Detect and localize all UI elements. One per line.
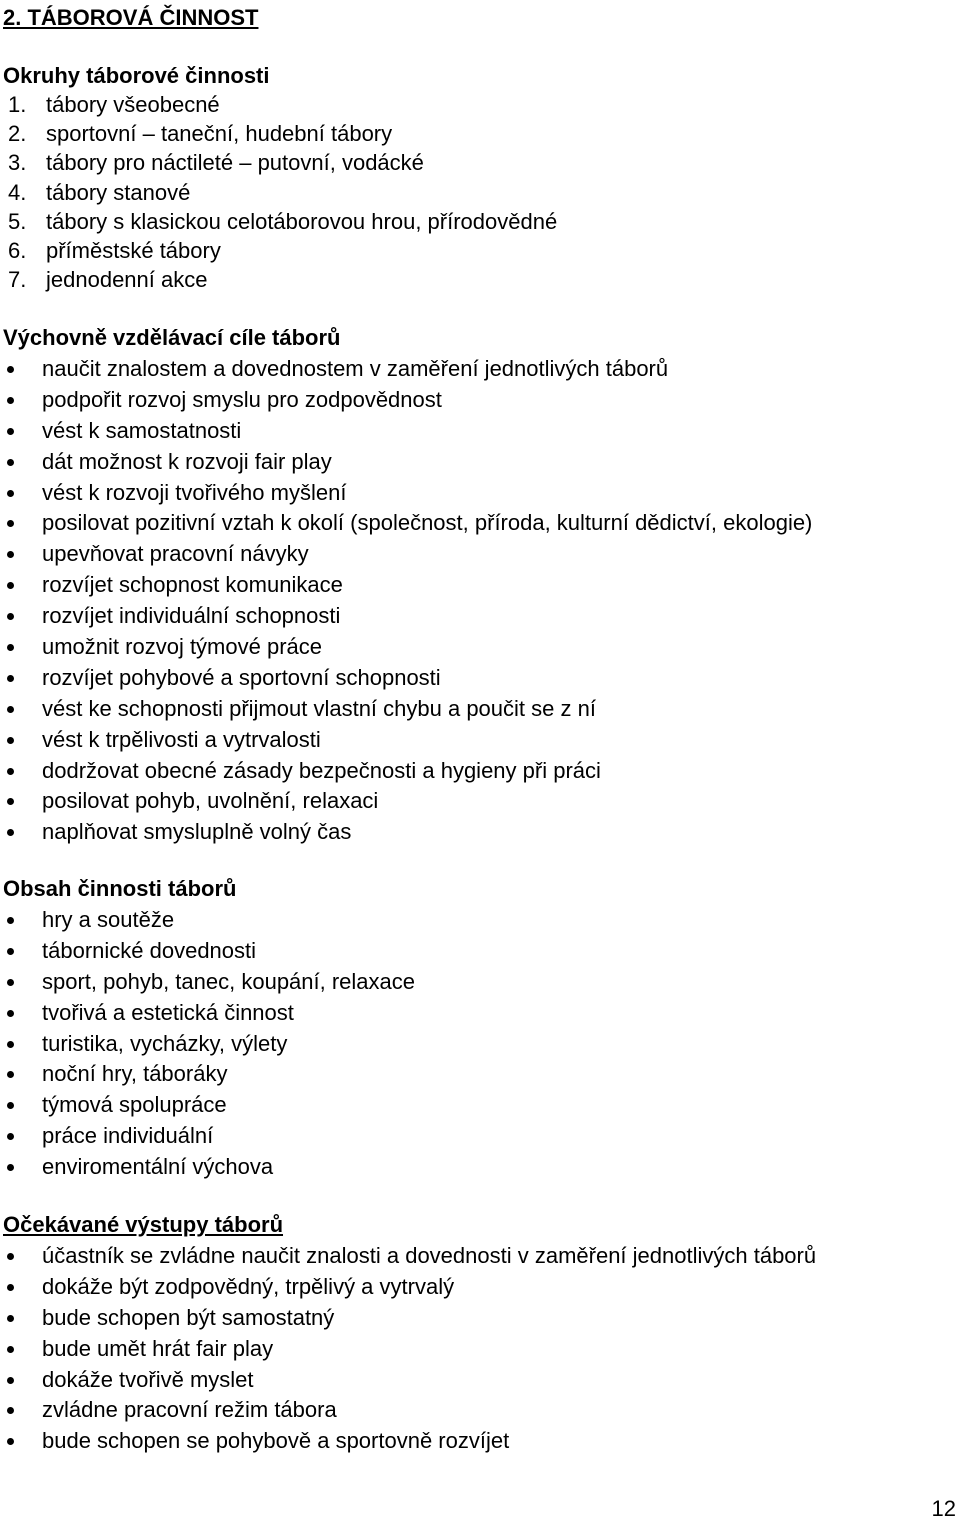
okruhy-item xyxy=(8,236,557,265)
list-item-text: dokáže být zodpovědný, trpělivý a vytrvalý xyxy=(42,1273,455,1299)
list-item-text: posilovat pohyb, uvolnění, relaxaci xyxy=(42,788,379,814)
list-item-text: jednodenní akce xyxy=(46,267,208,293)
page-title: 2. TÁBOROVÁ ČINNOST xyxy=(3,5,259,30)
obsah-heading: Obsah činnosti táborů xyxy=(3,876,237,901)
list-number: 1. xyxy=(8,92,27,117)
list-item-text: rozvíjet schopnost komunikace xyxy=(42,572,343,598)
okruhy-list xyxy=(8,90,557,294)
list-item-text: bude schopen být samostatný xyxy=(42,1304,335,1330)
bullet-icon xyxy=(7,948,14,955)
list-item-text: tábory s klasickou celotáborovou hrou, přírodovědné xyxy=(46,208,558,234)
bullet-icon xyxy=(7,1284,14,1291)
list-number: 5. xyxy=(8,208,27,234)
list-item-text: bude umět hrát fair play xyxy=(42,1335,274,1361)
cile-heading: Výchovně vzdělávací cíle táborů xyxy=(3,325,341,350)
okruhy-item xyxy=(8,265,557,294)
list-number: 6. xyxy=(8,237,27,263)
list-item-text: rozvíjet pohybové a sportovní schopnosti xyxy=(42,664,441,690)
list-item-text: zvládne pracovní režim tábora xyxy=(42,1397,337,1423)
list-number: 2. xyxy=(8,121,27,147)
list-item-text: sport, pohyb, tanec, koupání, relaxace xyxy=(42,968,416,994)
bullet-icon xyxy=(7,582,14,589)
list-item-text: posilovat pozitivní vztah k okolí (společnost, příroda, kulturní dědictví, ekologie) xyxy=(42,510,813,536)
list-item-text: vést k samostatnosti xyxy=(42,417,242,443)
bullet-icon xyxy=(7,551,14,558)
bullet-icon xyxy=(7,1346,14,1353)
list-item-text: tvořivá a estetická činnost xyxy=(42,999,294,1025)
bullet-icon xyxy=(7,1010,14,1017)
bullet-icon xyxy=(7,706,14,713)
list-item-text: enviromentální výchova xyxy=(42,1154,274,1180)
bullet-icon xyxy=(7,428,14,435)
list-item-text: sportovní – taneční, hudební tábory xyxy=(46,121,393,147)
list-number: 7. xyxy=(8,267,27,293)
list-item-text: bude schopen se pohybově a sportovně rozvíjet xyxy=(42,1428,510,1454)
list-item-text: dát možnost k rozvoji fair play xyxy=(42,448,332,474)
bullet-icon xyxy=(7,979,14,986)
okruhy-item xyxy=(8,119,557,148)
bullet-icon xyxy=(7,459,14,466)
list-item-text: upevňovat pracovní návyky xyxy=(42,541,309,567)
bullet-icon xyxy=(7,1438,14,1445)
bullet-icon xyxy=(7,1071,14,1078)
bullet-icon xyxy=(7,829,14,836)
list-item-text: umožnit rozvoj týmové práce xyxy=(42,634,322,660)
list-item-text: tábory pro náctileté – putovní, vodácké xyxy=(46,150,424,176)
list-item-text: dodržovat obecné zásady bezpečnosti a hygieny při práci xyxy=(42,757,601,783)
list-item-text: rozvíjet individuální schopnosti xyxy=(42,603,341,629)
bullet-icon xyxy=(7,917,14,924)
bullet-icon xyxy=(7,675,14,682)
bullet-icon xyxy=(7,490,14,497)
bullet-icon xyxy=(7,1253,14,1260)
list-item-text: podpořit rozvoj smyslu pro zodpovědnost xyxy=(42,386,442,412)
page-number: 12 xyxy=(931,1496,956,1521)
bullet-icon xyxy=(7,366,14,373)
list-item-text: hry a soutěže xyxy=(42,907,175,932)
list-item-text: příměstské tábory xyxy=(46,237,221,263)
bullet-icon xyxy=(7,1041,14,1048)
okruhy-item xyxy=(8,148,557,177)
list-item-text: vést k rozvoji tvořivého myšlení xyxy=(42,479,347,505)
bullet-icon xyxy=(7,397,14,404)
okruhy-item xyxy=(8,207,557,236)
list-number: 3. xyxy=(8,150,27,176)
bullet-icon xyxy=(7,1164,14,1171)
bullet-icon xyxy=(7,1407,14,1414)
bullet-icon xyxy=(7,520,14,527)
vystupy-heading: Očekávané výstupy táborů xyxy=(3,1212,284,1237)
list-item-text: naplňovat smysluplně volný čas xyxy=(42,819,352,845)
bullet-icon xyxy=(7,737,14,744)
list-number: 4. xyxy=(8,179,27,205)
list-item-text: noční hry, táboráky xyxy=(42,1061,228,1087)
list-item-text: tábornické dovednosti xyxy=(42,937,257,963)
bullet-icon xyxy=(7,1315,14,1322)
list-item-text: vést k trpělivosti a vytrvalosti xyxy=(42,726,321,752)
list-item-text: práce individuální xyxy=(42,1123,214,1149)
list-item-text: dokáže tvořivě myslet xyxy=(42,1366,254,1392)
list-item-text: tábory všeobecné xyxy=(46,92,220,117)
bullet-icon xyxy=(7,1377,14,1384)
list-item-text: turistika, vycházky, výlety xyxy=(42,1030,288,1056)
list-item-text: naučit znalostem a dovednostem v zaměření jednotlivých táborů xyxy=(42,356,669,381)
okruhy-item xyxy=(8,178,557,207)
bullet-icon xyxy=(7,613,14,620)
list-item-text: vést ke schopnosti přijmout vlastní chybu a poučit se z ní xyxy=(42,695,596,721)
bullet-icon xyxy=(7,798,14,805)
bullet-icon xyxy=(7,644,14,651)
okruhy-heading: Okruhy táborové činnosti xyxy=(3,63,270,88)
list-item-text: účastník se zvládne naučit znalosti a dovednosti v zaměření jednotlivých táborů xyxy=(42,1243,817,1268)
okruhy-item xyxy=(8,90,557,119)
list-item-text: tábory stanové xyxy=(46,179,191,205)
bullet-icon xyxy=(7,1133,14,1140)
bullet-icon xyxy=(7,1102,14,1109)
bullet-icon xyxy=(7,768,14,775)
list-item-text: týmová spolupráce xyxy=(42,1092,227,1118)
